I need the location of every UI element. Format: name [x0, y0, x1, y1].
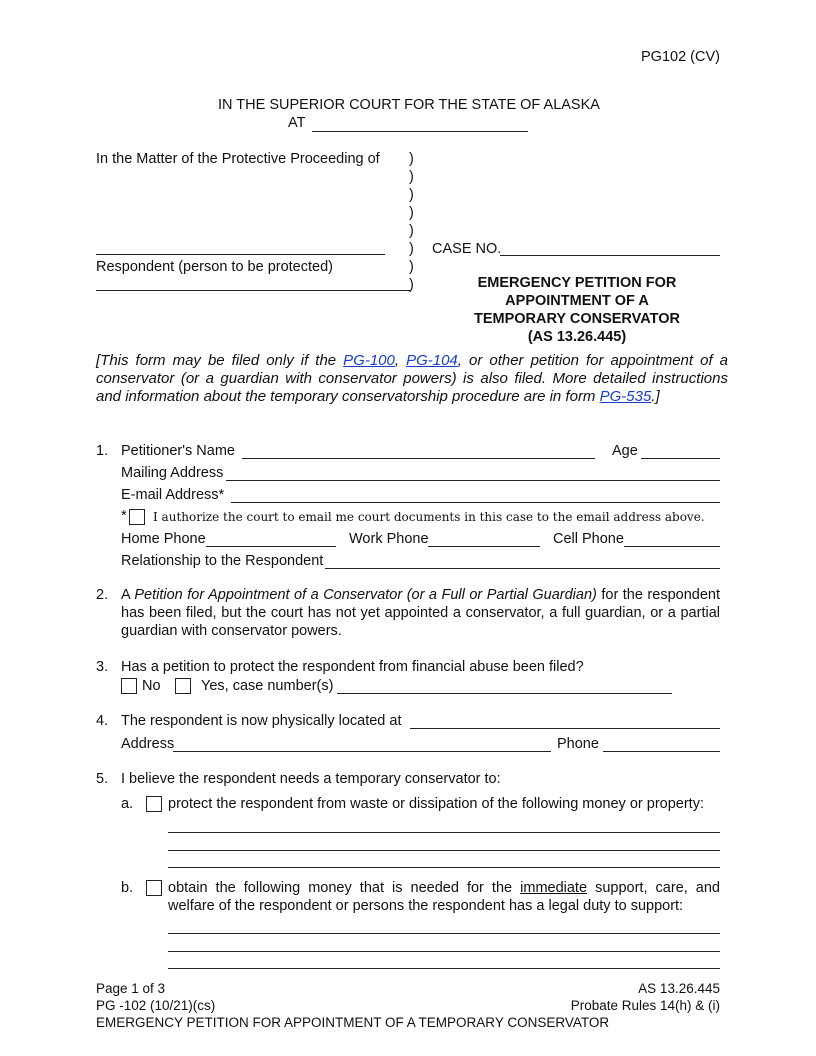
yes-label: Yes, case number(s) [201, 678, 334, 694]
no-checkbox[interactable] [121, 678, 137, 694]
location-field[interactable] [410, 728, 720, 729]
title-line: EMERGENCY PETITION FOR [477, 275, 677, 291]
email-field[interactable] [231, 502, 720, 503]
age-field[interactable] [641, 458, 720, 459]
age-label: Age [612, 443, 638, 459]
item-number: 1. [96, 443, 109, 459]
item5a-label: a. [121, 796, 134, 812]
phone-label: Phone [557, 736, 599, 752]
item5a-field[interactable] [168, 832, 720, 833]
footer-rules: Probate Rules 14(h) & (i) [570, 998, 720, 1013]
court-title: IN THE SUPERIOR COURT FOR THE STATE OF ALASKA [218, 97, 600, 113]
petitioner-name-label: Petitioner's Name [121, 443, 235, 459]
item5a-field[interactable] [168, 850, 720, 851]
address-field[interactable] [173, 751, 551, 752]
caption-paren: ) [409, 151, 414, 167]
no-label: No [142, 678, 161, 694]
item5b-field[interactable] [168, 968, 720, 969]
item-number: 3. [96, 659, 109, 675]
caption-paren: ) [409, 169, 414, 185]
cell-phone-field[interactable] [624, 546, 720, 547]
home-phone-label: Home Phone [121, 531, 206, 547]
caption-paren: ) [409, 259, 414, 275]
court-location-field[interactable] [312, 131, 528, 132]
item5-intro: I believe the respondent needs a temporary conservator to: [121, 771, 501, 787]
item5b-field[interactable] [168, 951, 720, 952]
intro-instructions: [This form may be filed only if the PG-100, PG-104, or other petition for appointment of a conservator (or a guardian with conservator powers) is also filed. More detailed instructions and information about the temporary conservatorship procedure are in form PG-535.] [96, 352, 728, 405]
item-number: 2. [96, 587, 109, 603]
footer-page: Page 1 of 3 [96, 981, 166, 996]
work-phone-label: Work Phone [349, 531, 429, 547]
item5b-field[interactable] [168, 933, 720, 934]
item-number: 5. [96, 771, 109, 787]
item5a-field[interactable] [168, 867, 720, 868]
title-line: TEMPORARY CONSERVATOR [474, 311, 680, 327]
petitioner-name-field[interactable] [242, 458, 595, 459]
address-label: Address [121, 736, 175, 752]
case-numbers-field[interactable] [337, 693, 672, 694]
email-authorize-checkbox[interactable] [129, 509, 145, 525]
home-phone-field[interactable] [206, 546, 336, 547]
footer-title: EMERGENCY PETITION FOR APPOINTMENT OF A TEMPORARY CONSERVATOR [96, 1015, 610, 1030]
caption-paren: ) [409, 187, 414, 203]
caption-paren: ) [409, 205, 414, 221]
email-label: E-mail Address* [121, 487, 225, 503]
relationship-label: Relationship to the Respondent [121, 553, 324, 569]
title-line: APPOINTMENT OF A [505, 293, 649, 309]
item-number: 4. [96, 713, 109, 729]
footer-statute: AS 13.26.445 [638, 981, 720, 996]
phone-field[interactable] [603, 751, 720, 752]
asterisk: * [121, 508, 127, 524]
relationship-field[interactable] [325, 568, 720, 569]
item5a-text: protect the respondent from waste or dissipation of the following money or property: [168, 796, 704, 812]
email-authorize-label: I authorize the court to email me court documents in this case to the email address above. [153, 510, 705, 524]
item5a-checkbox[interactable] [146, 796, 162, 812]
caption-paren: ) [409, 223, 414, 239]
location-label: The respondent is now physically located at [121, 713, 402, 729]
item5b-checkbox[interactable] [146, 880, 162, 896]
yes-checkbox[interactable] [175, 678, 191, 694]
item3-question: Has a petition to protect the respondent from financial abuse been filed? [121, 659, 584, 675]
case-no-label: CASE NO. [432, 241, 502, 257]
court-at-label: AT [288, 115, 306, 131]
item5b-text: obtain the following money that is needed for the immediate support, care, and welfare of the respondent or persons the respondent has a legal duty to support: [168, 880, 720, 914]
pg-104-link[interactable]: PG-104 [406, 352, 458, 369]
caption-bottom-line [96, 290, 410, 291]
caption-paren: ) [409, 277, 414, 293]
item2-text: A Petition for Appointment of a Conservator (or a Full or Partial Guardian) for the respondent has been filed, but the court has not yet appointed a conservator, a full guardian, or a partial guardian with conservator powers. [121, 587, 720, 639]
pg-535-link[interactable]: PG-535 [599, 388, 652, 405]
mailing-address-label: Mailing Address [121, 465, 224, 481]
case-no-field[interactable] [500, 255, 720, 256]
item5b-label: b. [121, 880, 134, 896]
work-phone-field[interactable] [428, 546, 540, 547]
form-code: PG102 (CV) [641, 49, 720, 65]
matter-label: In the Matter of the Protective Proceeding of [96, 151, 380, 167]
footer-form: PG -102 (10/21)(cs) [96, 998, 216, 1013]
cell-phone-label: Cell Phone [553, 531, 624, 547]
mailing-address-field[interactable] [226, 480, 720, 481]
respondent-name-field[interactable] [96, 254, 385, 255]
pg-100-link[interactable]: PG-100 [343, 352, 395, 369]
respondent-label: Respondent (person to be protected) [96, 259, 333, 275]
caption-paren: ) [409, 241, 414, 257]
title-line: (AS 13.26.445) [527, 329, 627, 345]
